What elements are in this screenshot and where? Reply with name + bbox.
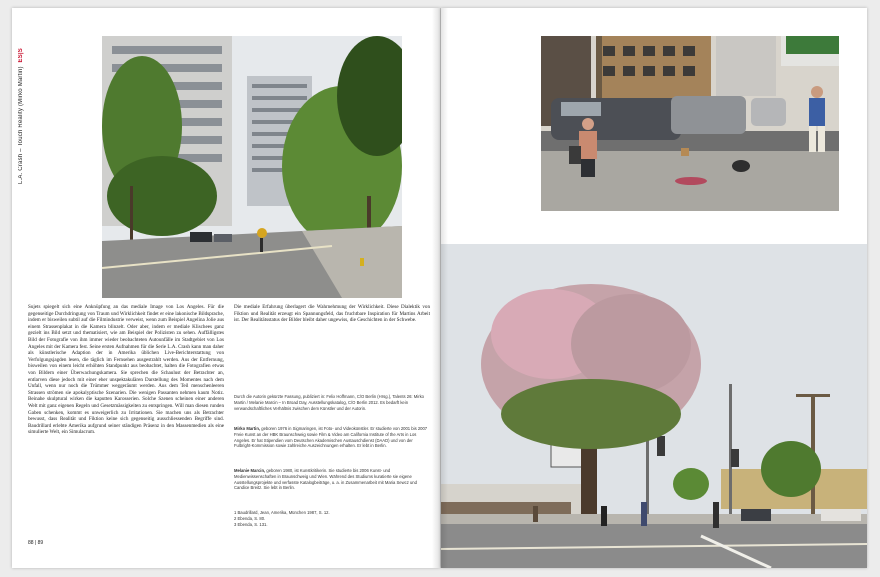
author-bio: [234, 468, 430, 491]
footnote: 3 Ebenda, S. 131.: [234, 521, 268, 527]
body-text-column-2: Die mediale Erfahrung überlagert die Wahrnehmung der Wirklichkeit. Diese Dialektik von Fiktion und Realität erzeugt ein Spannungsfeld, das fruchtbare Inspiration für Martins Arbeit ist. Der Realitätsstatus der Bilder bleibt daher ungewiss, die Geschichten in der Schwebe.: [234, 304, 430, 324]
photo-la-street: [102, 36, 402, 298]
photo-flowering-tree: [441, 244, 867, 568]
artist-bio-text: geboren 1976 in Sigmaringen, ist Foto- und Videokünstler. Er studierte von 2001 bis 2007 Freie Kunst an der HBK Braunschweig sowie Film & Video am California Institute of the Arts in Los Angeles. Er hat Stipendien vom Deutschen Akademischen Austauschdienst (DAAD) und von der Fulbright-Kommission sowie zahlreiche Auszeichnungen erhalten. Er lebt in Berlin.: [234, 426, 428, 449]
page-numbers: 88 | 89: [28, 540, 44, 546]
running-head: [18, 48, 24, 184]
photo-street-people: [541, 36, 839, 211]
flowering-tree-image: [441, 244, 867, 568]
la-street-image: [102, 36, 402, 298]
left-page: [12, 8, 440, 568]
artist-bio: [234, 426, 430, 449]
body-text-column-1: Sujets spiegelt sich eine Anknüpfung an das mediale Image von Los Angeles. Für die gegenseitige Durchdringung von Traum und Wirklichkeit findet er eine lakonische Bildsprache, indem er bisweilen subtil auf die Filmindustrie verweist, wenn zum Beispiel Angelina Jolie aus einem Strassenplakat in die Kamera blinzelt. Oder aber, indem er mediale Klischees ganz gezielt ins Bild setzt und thematisiert, wie am Beispiel der Polizisten zu sehen. Auffälligstes Bild der Fotografie von ihm immer wieder beobachteten Autounfälle im Stadtgebiet von Los Angeles mit der Kamera fest. Seine ersten Aufnahmen für die Serie L.A. Crash kann man daher als künstlerische Adaption der in Amerika üblichen Live-Berichterstattung von Verfolgungsjagden lesen, die täglich im Fernsehen ausgestrahlt werden. Aus der Entfernung, bisweilen von einem leicht erhöhten Standpunkt aus beobachtet, halten die Fotografien etwas von Bildern einer Überwachungskamera. Sie sprechen die Schaulust der Betrachter an, entlarven diese jedoch mit einer eher unspektakulären Darstellung des Momentes nach dem Unfall, wenn nur noch die Trümmer weggeräumt werden. Aus dem Teil menschenleeren Strassen strömen sie apokalyptische Szenarien. Die wenigen Passanten nehmen kaum Notiz. Beinahe skulptural wirken die kaputten Karosserien. Solche Szenen scheinen einer anderen Welt mit ganz eigenen Regeln und Gesetzmässigkeiten zu entspringen. Will man diesen runden Gaben schenken, kommt es unweigerlich zu Irritationen. Sie machen uns als Betrachter bewusst, dass Realität und Fiktion keine sich gegenseitig ausschliessenden Begriffe sind. Baudrillard erlebte Amerika aufgrund seiner ständigen Präsenz in den Massenmedien als eine simulierte Welt, ein Simulacrum.: [28, 304, 224, 436]
footnote: 2 Ebenda, S. 80.: [234, 515, 266, 521]
footnote: 1 Baudrillard, Jean, Amerika, München 1987, S. 12.: [234, 510, 330, 515]
publication-note: Durch die Autorin gekürzte Fassung, publiziert in: Felix Hoffmann, C/O Berlin (Hrsg.), Talents 26: Mirko Martin / Melanie Marcin – In Broad Day, Ausstellungskatalog, C/O Berlin 2012. Es bedarft kein verwandschaftliches Verhältnis zwischen dem Künstler und der Autorin.: [234, 394, 424, 411]
artist-name: Mirko Martin,: [234, 426, 261, 431]
street-people-image: [541, 36, 839, 211]
author-name: Melanie Marcin,: [234, 468, 266, 473]
author-bio-text: geboren 1980, ist Kunstkritikerin. Sie studierte bis 2006 Kunst- und Medienwissenschaften in Braunschweig und Wien. Während des Studiums kuratierte sie eigene Ausstellungsprojekte und verfasste Katalogbeiträge, u. a. in Zusammenarbeit mit Maria Sewcz und Candice Breitz. Sie lebt in Berlin.: [234, 468, 417, 491]
right-page: [441, 8, 867, 568]
footnotes: [234, 510, 430, 527]
running-head-text: L.A. Crash – Touch Reality (Mirko Martin): [18, 66, 24, 185]
brand-mark: ES|S: [18, 48, 24, 63]
